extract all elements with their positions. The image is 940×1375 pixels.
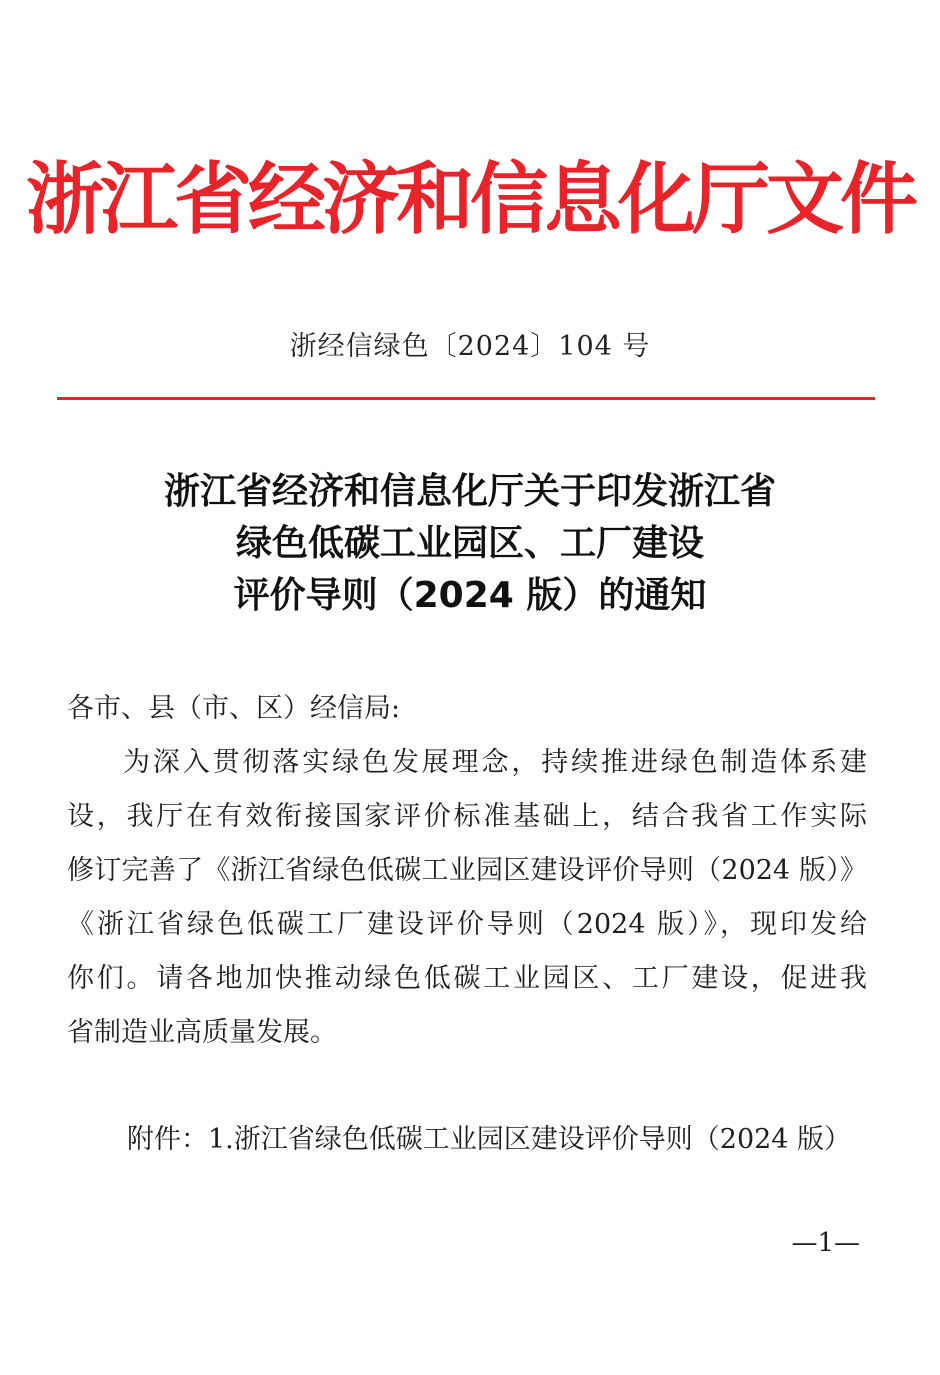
body-line: 《浙江省绿色低碳工厂建设评价导则（2024 版）》，现印发给 bbox=[67, 909, 867, 940]
document-number: 浙经信绿色〔2024〕104 号 bbox=[289, 331, 651, 362]
title-line: 评价导则（2024 版）的通知 bbox=[233, 575, 707, 616]
page-number: —1— bbox=[791, 1228, 860, 1258]
notice-title bbox=[0, 466, 940, 622]
body-line: 省制造业高质量发展。 bbox=[67, 1017, 337, 1048]
notice-body bbox=[67, 682, 867, 1060]
document-masthead: 浙江省经济和信息化厅文件 bbox=[25, 155, 914, 245]
body-line: 你们。请各地加快推动绿色低碳工业园区、工厂建设，促进我 bbox=[67, 963, 867, 994]
salutation: 各市、县（市、区）经信局: bbox=[67, 693, 401, 724]
red-divider-line bbox=[57, 397, 875, 400]
title-line: 浙江省经济和信息化厅关于印发浙江省 bbox=[163, 471, 776, 512]
body-line: 为深入贯彻落实绿色发展理念，持续推进绿色制造体系建 bbox=[123, 747, 867, 778]
attachment-line: 附件：1.浙江省绿色低碳工业园区建设评价导则（2024 版） bbox=[127, 1124, 852, 1155]
body-line: 设，我厅在有效衔接国家评价标准基础上，结合我省工作实际 bbox=[67, 801, 867, 832]
title-line: 绿色低碳工业园区、工厂建设 bbox=[235, 523, 704, 564]
body-line: 修订完善了《浙江省绿色低碳工业园区建设评价导则（2024 版）》 bbox=[67, 855, 867, 886]
